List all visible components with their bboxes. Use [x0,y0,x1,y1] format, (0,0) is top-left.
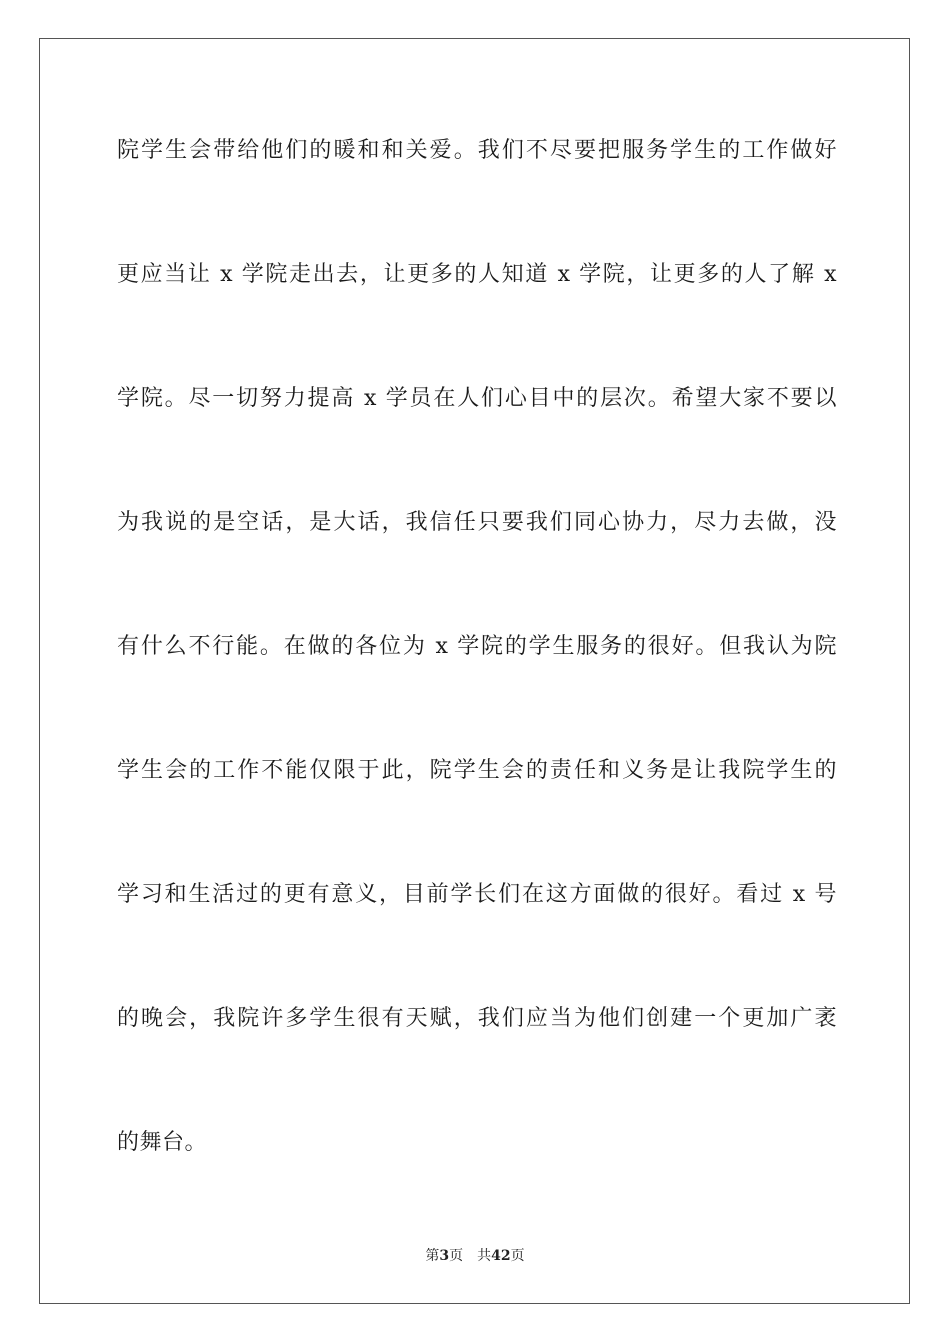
text-line: 学院。尽一切努力提高 x 学员在人们心目中的层次。希望大家不要以 [117,386,837,411]
page-footer [0,1247,950,1265]
text-line: 为我说的是空话，是大话，我信任只要我们同心协力，尽力去做，没 [117,510,837,535]
text-line: 的晚会，我院许多学生很有天赋，我们应当为他们创建一个更加广袤 [117,1006,837,1031]
text-line: 学习和生活过的更有意义，目前学长们在这方面做的很好。看过 x 号 [117,882,837,907]
text-line: 更应当让 x 学院走出去，让更多的人知道 x 学院，让更多的人了解 x [117,262,837,287]
total-pages: 42 [491,1248,511,1264]
page-number: 3 [439,1248,450,1264]
text-line: 学生会的工作不能仅限于此，院学生会的责任和义务是让我院学生的 [117,758,837,783]
page-prefix: 第 [425,1248,440,1264]
text-line: 院学生会带给他们的暖和和关爱。我们不尽要把服务学生的工作做好 [117,138,837,163]
page-suffix: 页 [449,1248,464,1264]
text-line: 的舞台。 [117,1130,208,1155]
text-line: 有什么不行能。在做的各位为 x 学院的学生服务的很好。但我认为院 [117,634,837,659]
total-prefix: 共 [477,1248,492,1264]
page-border [39,38,910,1304]
total-suffix: 页 [510,1248,525,1264]
